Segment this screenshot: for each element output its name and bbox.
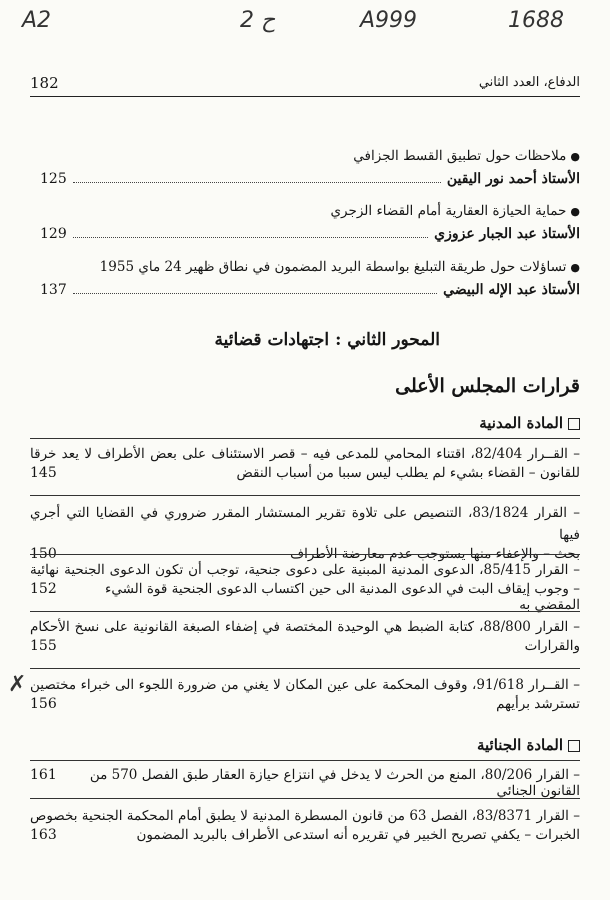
- decision-entry: [30, 805, 580, 849]
- entry-separator: [30, 668, 580, 669]
- decision-text-continued: الخبرات – يكفي تصريح الخبير في تقريره أنه استدعى الأطراف بالبريد المضمون: [136, 827, 580, 843]
- bullet-icon: ●: [570, 205, 580, 218]
- decision-text-continued: والقرارات: [524, 638, 580, 654]
- civil-subsection-heading: المادة المدنية: [479, 414, 580, 432]
- decision-page: 163: [30, 827, 57, 843]
- page-number: 182: [30, 74, 59, 92]
- decision-text: – القرار 80/206، المنع من الحرث لا يدخل في انتزاع حيازة العقار طبق الفصل 570 من القانون الجنائي: [89, 767, 580, 799]
- section-rule: [30, 760, 580, 761]
- dot-leader: [73, 237, 428, 238]
- decision-page: 145: [30, 465, 57, 481]
- article-title: تساؤلات حول طريقة التبليغ بواسطة البريد المضمون في نطاق ظهير 24 ماي 1955: [99, 259, 567, 275]
- section-heading: قرارات المجلس الأعلى: [395, 375, 580, 397]
- entry-separator: [30, 495, 580, 496]
- article-entry: [40, 146, 580, 191]
- decision-text-continued: تسترشد برأيهم: [496, 696, 580, 712]
- article-entry: [40, 257, 580, 302]
- article-author: الأستاذ عبد الجبار عزوزي: [434, 226, 580, 242]
- decision-entry: [30, 559, 580, 613]
- decision-page: 155: [30, 638, 57, 654]
- decision-page: 156: [30, 696, 57, 712]
- bullet-icon: ●: [570, 150, 580, 163]
- entry-separator: [30, 554, 580, 555]
- dot-leader: [73, 293, 437, 294]
- handwritten-note-1688: 1688: [508, 8, 564, 33]
- journal-title: الدفاع، العدد الثاني: [478, 75, 580, 90]
- article-title: ملاحظات حول تطبيق القسط الجزافي: [353, 148, 567, 164]
- entry-separator: [30, 798, 580, 799]
- axis-heading: المحور الثاني : اجتهادات قضائية: [214, 330, 440, 350]
- checkbox-square-icon: [568, 740, 580, 752]
- decision-text-continued: بحث – والإعفاء منها يستوجب عدم معارضة الأطراف: [290, 546, 580, 562]
- decision-entry: [30, 443, 580, 487]
- article-page: 125: [40, 171, 67, 187]
- article-author: الأستاذ أحمد نور اليقين: [446, 171, 580, 187]
- handwritten-note-2: 2 ح: [240, 8, 276, 33]
- section-rule: [30, 438, 580, 439]
- decision-entry: [30, 616, 580, 660]
- handwritten-margin-mark: ✗: [8, 672, 27, 697]
- decision-text-continued: للقانون – القضاء بشيء لم يطلب ليس سببا من أسباب النقض: [236, 465, 580, 481]
- article-page: 129: [40, 226, 67, 242]
- decision-page: 150: [30, 546, 57, 562]
- handwritten-note-a2: A2: [22, 8, 52, 33]
- decision-page: 152: [30, 581, 57, 597]
- article-title: حماية الحيازة العقارية أمام القضاء الزجري: [330, 203, 567, 219]
- article-author: الأستاذ عبد الإله البيضي: [443, 282, 580, 298]
- article-entry: [40, 201, 580, 246]
- criminal-subsection-heading: المادة الجنائية: [477, 736, 580, 754]
- article-page: 137: [40, 282, 67, 298]
- decision-entry: [30, 767, 580, 799]
- entry-separator: [30, 611, 580, 612]
- decision-text: – القرار 85/415، الدعوى المدنية المبنية على دعوى جنحية، توجب أن تكون الدعوى الجنحية نهائية: [30, 562, 580, 578]
- decision-text: – القرار 88/800، كتابة الضبط هي الوحيدة المختصة في إضفاء الصبغة القانونية على نسخ الأحكام: [30, 619, 580, 635]
- decision-text: – القــرار 91/618، وقوف المحكمة على عين المكان لا يغني من ضرورة اللجوء الى خبراء مختصين: [30, 677, 581, 693]
- checkbox-square-icon: [568, 418, 580, 430]
- running-header: [30, 74, 580, 97]
- decision-text: – القرار 83/8371، الفصل 63 من قانون المسطرة المدنية لا يطبق أمام المحكمة الجنحية بخصوص: [30, 808, 580, 824]
- decision-entry: [30, 674, 580, 718]
- decision-text: – القــرار 82/404، اقتناء المحامي للمدعى فيه – قصر الاستئناف على بعض الأطراف لا يعد خرقا: [30, 446, 581, 462]
- decision-text: – القرار 83/1824، التنصيص على تلاوة تقرير المستشار المقرر ضروري في القضايا التي أجري فيها: [30, 505, 580, 543]
- decision-text-continued: – وجوب إيقاف البت في الدعوى المدنية الى حين اكتساب الدعوى الجنحية قوة الشيء المقضي به: [105, 581, 580, 613]
- handwritten-note-a999: A999: [360, 8, 418, 33]
- dot-leader: [73, 182, 441, 183]
- decision-page: 161: [30, 767, 57, 783]
- bullet-icon: ●: [570, 261, 580, 274]
